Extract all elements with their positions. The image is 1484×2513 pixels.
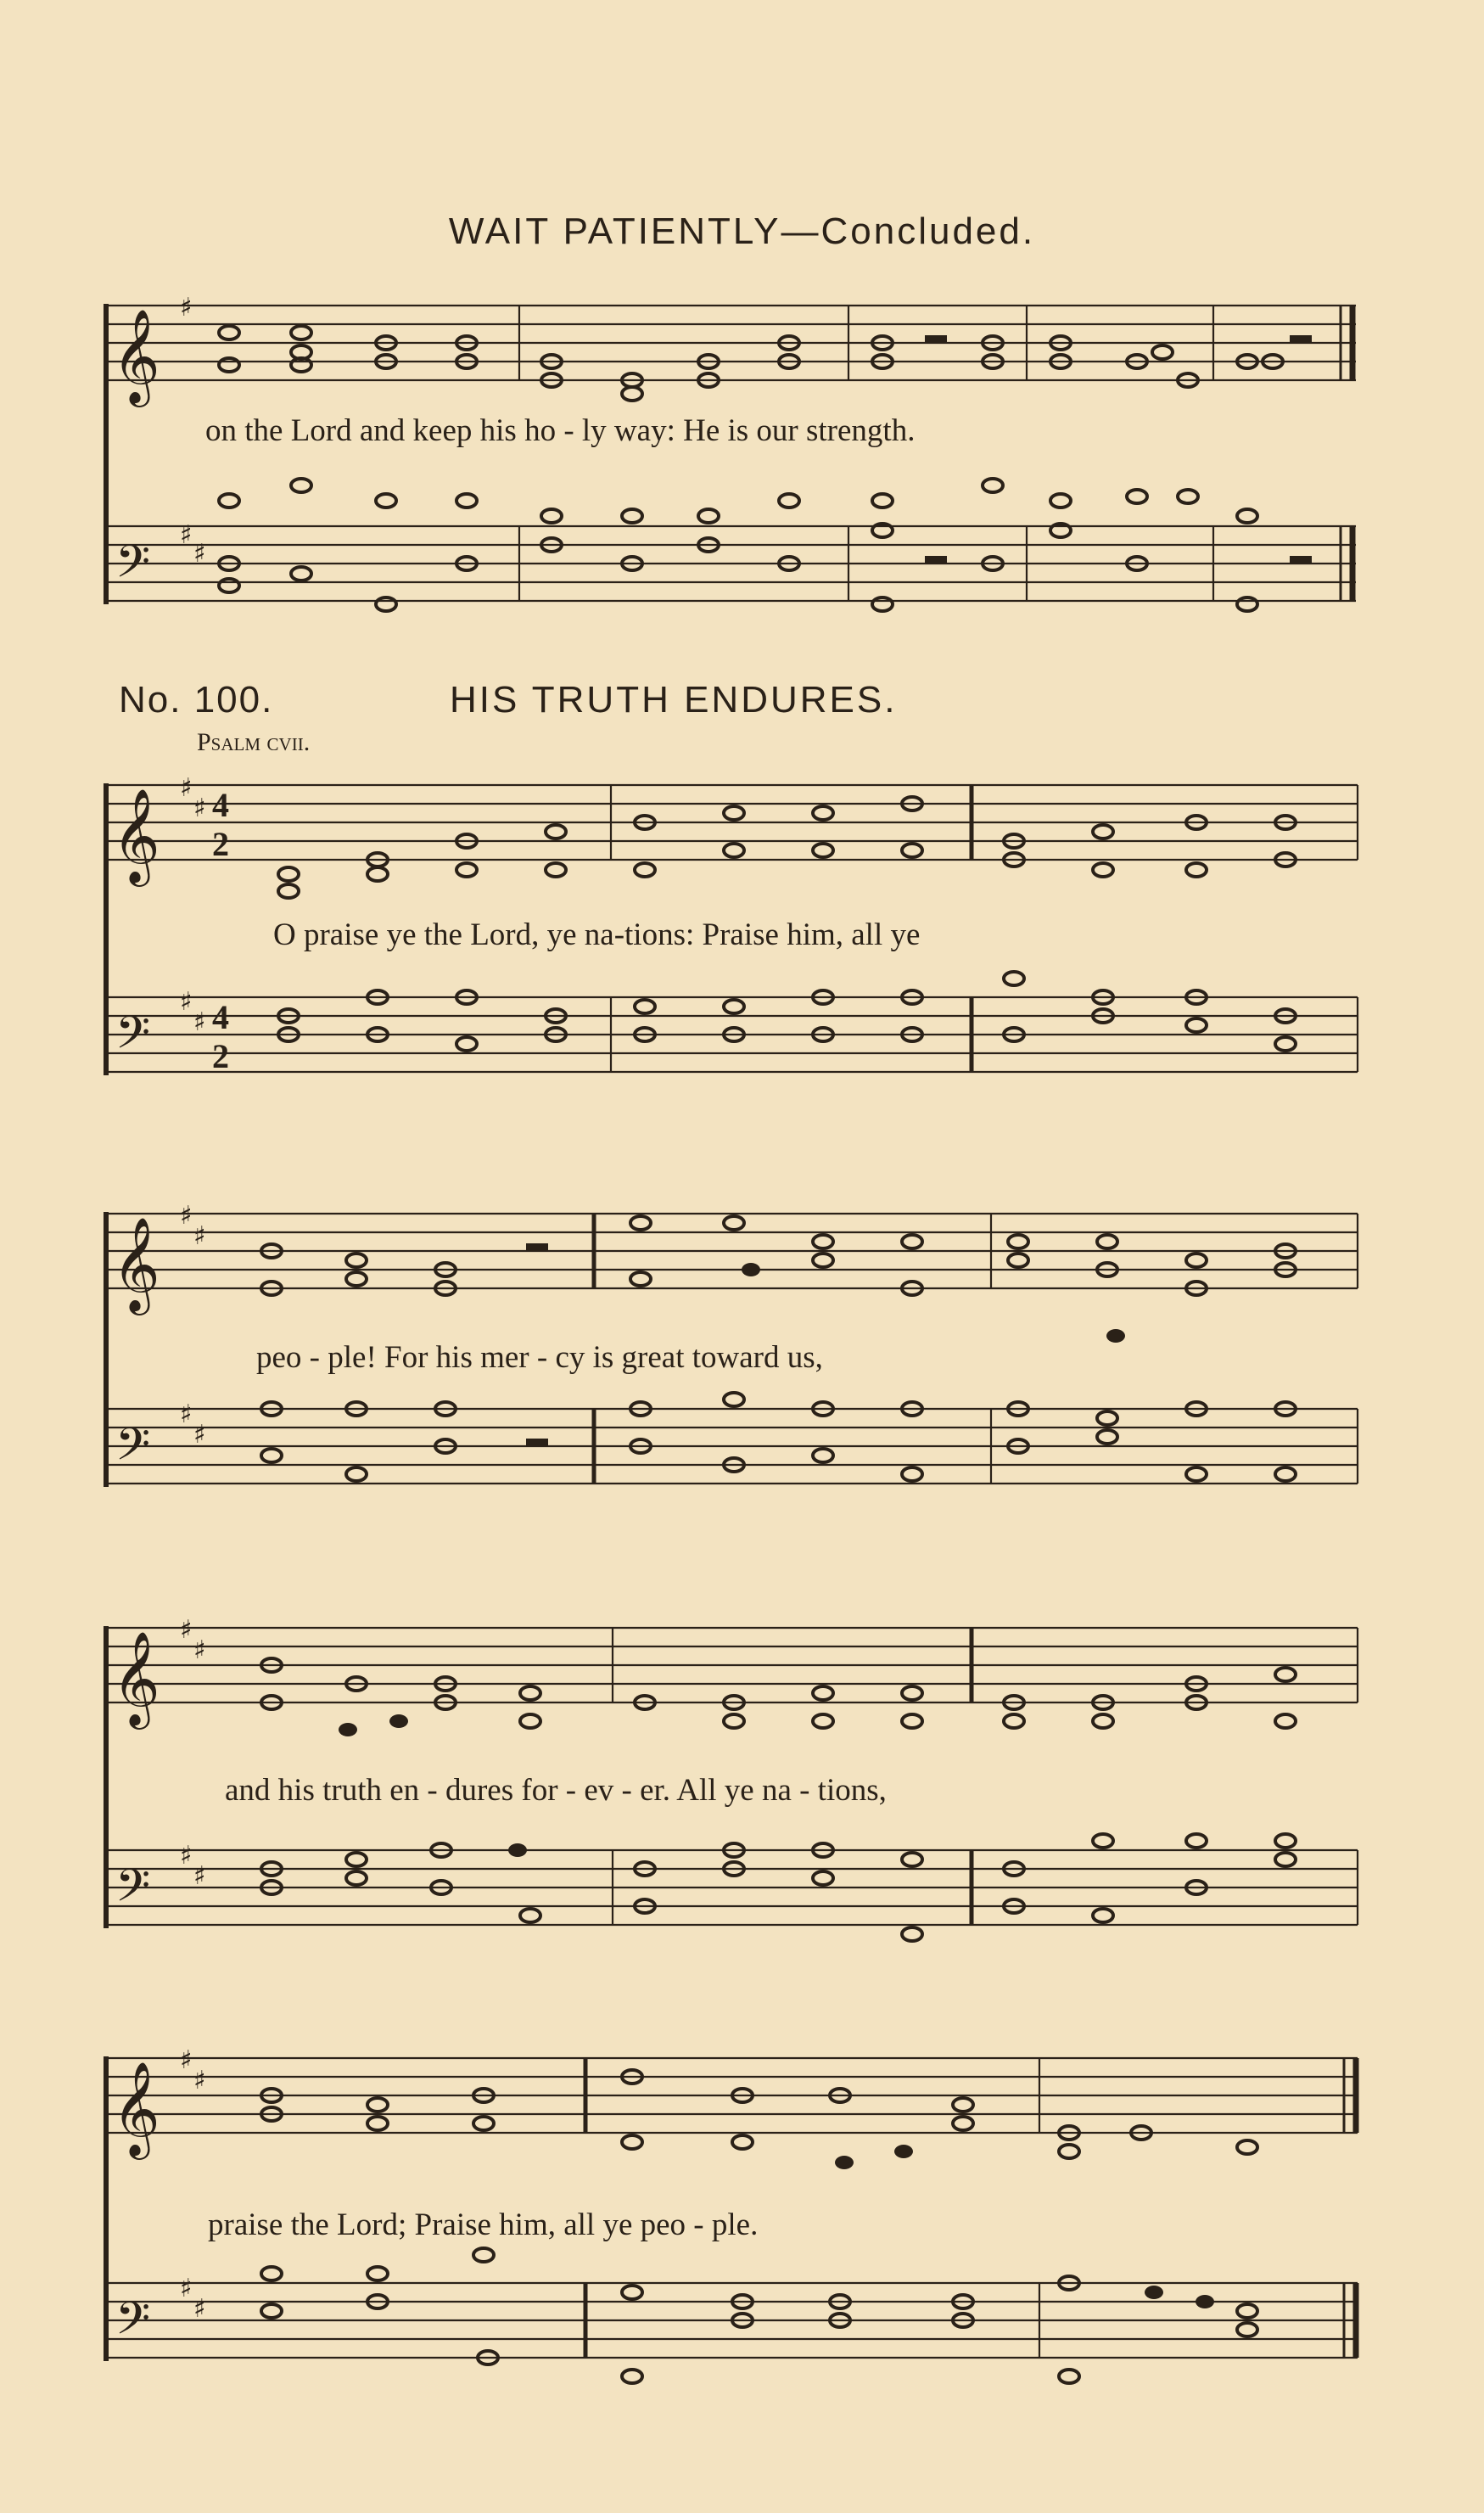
lyric-line: praise the Lord; Praise him, all ye peo - ple. xyxy=(208,2207,759,2242)
time-sig-bottom-treble: 2 xyxy=(212,825,229,863)
bass-clef-icon: 𝄢 xyxy=(115,1860,151,1923)
svg-text:♯: ♯ xyxy=(180,1400,193,1429)
time-sig-top-bass: 4 xyxy=(212,998,229,1036)
bass-clef-icon: 𝄢 xyxy=(115,1007,151,1070)
svg-text:♯: ♯ xyxy=(193,2066,206,2095)
time-sig-top-treble: 4 xyxy=(212,786,229,824)
lyric-line: peo - ple! For his mer - cy is great toward us, xyxy=(256,1340,823,1375)
bass-clef-icon: 𝄢 xyxy=(115,536,151,599)
lyric-line: and his truth en - dures for - ev - er. All ye na - tions, xyxy=(225,1773,887,1808)
svg-text:♯: ♯ xyxy=(180,2045,193,2075)
treble-clef-icon: 𝄞 xyxy=(112,2061,160,2156)
treble-clef-icon: 𝄞 xyxy=(112,788,160,883)
svg-text:♯: ♯ xyxy=(193,539,206,569)
svg-text:♯: ♯ xyxy=(193,1861,206,1891)
lyric-line: on the Lord and keep his ho - ly way: He is our strength. xyxy=(205,413,916,448)
svg-text:♯: ♯ xyxy=(193,1221,206,1251)
lyric-line: O praise ye the Lord, ye na-tions: Praise him, all ye xyxy=(273,917,921,952)
bass-clef-icon: 𝄢 xyxy=(115,1419,151,1482)
svg-text:♯: ♯ xyxy=(180,2274,193,2303)
hymn-number: No. 100. xyxy=(119,679,274,721)
svg-text:♯: ♯ xyxy=(193,2294,206,2324)
page-title: WAIT PATIENTLY—Concluded. xyxy=(448,210,1036,252)
svg-text:♯: ♯ xyxy=(180,520,193,550)
treble-clef-icon: 𝄞 xyxy=(112,308,160,403)
bass-clef-icon: 𝄢 xyxy=(115,2293,151,2356)
psalm-reference: Psalm cvii. xyxy=(197,728,311,756)
svg-text:♯: ♯ xyxy=(180,773,193,803)
svg-text:♯: ♯ xyxy=(193,794,206,823)
svg-text:♯: ♯ xyxy=(180,1201,193,1231)
hymn-title: HIS TRUTH ENDURES. xyxy=(450,679,898,721)
svg-text:♯: ♯ xyxy=(180,1615,193,1645)
svg-text:♯: ♯ xyxy=(180,987,193,1017)
treble-clef-icon: 𝄞 xyxy=(112,1630,160,1725)
svg-text:♯: ♯ xyxy=(193,1420,206,1450)
treble-clef-icon: 𝄞 xyxy=(112,1216,160,1311)
time-sig-bottom-bass: 2 xyxy=(212,1037,229,1075)
svg-text:♯: ♯ xyxy=(193,1635,206,1665)
svg-text:♯: ♯ xyxy=(180,1841,193,1871)
svg-text:♯: ♯ xyxy=(193,1007,206,1037)
svg-text:♯: ♯ xyxy=(180,293,193,323)
